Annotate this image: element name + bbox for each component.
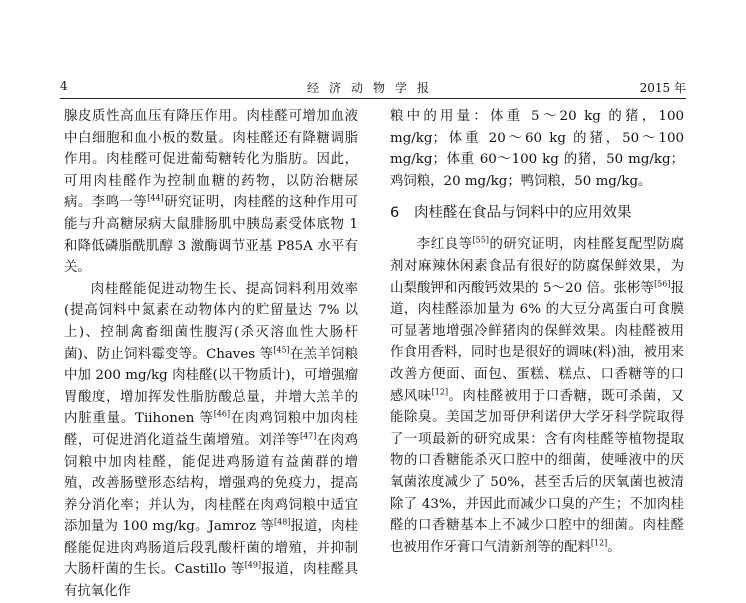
journal-title: 经济动物学报 [306, 81, 439, 95]
text-run: 报道，肉桂醛添加量为 6% 的大豆分离蛋白可食膜可显著地增强冷鲜猪肉的保鲜效果。肉桂醛被用作食用香料，同时也是很好的调味(料)油，被用来改善方便面、面包、蛋糕、糕点、口香糖等的口感风味 [390, 280, 684, 404]
header-rule [60, 98, 686, 99]
right-paragraph-2 [390, 234, 684, 558]
page-header [60, 79, 686, 97]
citation: [49] [244, 561, 262, 570]
citation: [12] [431, 387, 449, 397]
citation: [44] [147, 193, 164, 203]
text-run: 报道，肉桂醛具有抗氧化作 [64, 562, 359, 600]
text-run: 研究证明，肉桂醛的这种作用可能与升高糖尿病大鼠腓肠肌中胰岛素受体底物 1 和降低磷脂酰肌醇 3 激酶调节亚基 P85A 水平有关。 [64, 195, 359, 276]
section-title: 肉桂醛在食品与饲料中的应用效果 [414, 205, 632, 222]
left-column [64, 106, 359, 600]
left-paragraph-2 [64, 279, 358, 603]
text-run: 的研究证明，肉桂醛复配型防腐剂对麻辣休闲素食品有很好的防腐保鲜效果，为山梨酸钾和丙酸钙效果的 5～20 倍。张彬等 [390, 237, 685, 296]
citation: [48] [273, 517, 291, 527]
citation: [47] [299, 431, 317, 441]
citation: [45] [273, 345, 290, 355]
right-column [390, 106, 685, 555]
citation: [55] [472, 235, 489, 245]
text-run: 。 [607, 539, 621, 555]
text-run: 李红良等 [416, 237, 473, 253]
issue-year: 2015 年 [639, 81, 686, 95]
right-paragraph-1: 粮中的用量：体重 5～20 kg 的猪，100 mg/kg；体重 20～60 kg 的猪，50～100 mg/kg；体重 60～100 kg 的猪，50 mg/kg；鸡饲粮，20 mg/kg；鸭饲粮，50 mg/kg。 [390, 109, 684, 189]
citation: [46] [213, 409, 231, 419]
text-run: 在羔羊饲粮中加 200 mg/kg 肉桂醛(以干物质计)，可增强瘤胃酸度，增加挥发性脂肪酸总量，并增大羔羊的内脏重量。Tiihonen 等 [64, 346, 359, 427]
left-paragraph-1 [64, 106, 358, 279]
citation: [56] [654, 279, 671, 289]
text-run: 肉桂醛能促进动物生长、提高饲料利用效率(提高饲料中氮素在动物体内的贮留量达 7% 以上)、控制禽畜细菌性腹泻(杀灭溶血性大肠杆菌)、防止饲料霉变等。Chaves 等 [64, 281, 358, 362]
section-heading [390, 202, 684, 224]
text-run: 在肉鸡饲粮中加肉桂醛，能促进鸡肠道有益菌群的增殖，改善肠壁形态结构，增强鸡的免疫力，提高养分消化率；并认为，肉桂醛在肉鸡饲粮中适宜添加量为 100 mg/kg。Jamroz 等 [64, 432, 359, 535]
citation: [12] [590, 538, 608, 548]
text-run: 。肉桂醛被用于口香糖，既可杀菌，又能除臭。美国芝加哥伊利诺伊大学牙科学院取得了一项最新的研究成果：含有肉桂醛等植物提取物的口香糖能杀灭口腔中的细菌，使唾液中的厌氧菌浓度减少了 50%，甚至舌后的厌氧菌也被清除了 43%，并因此而减少口臭的产生；不加肉桂醛的口香糖基本上不减少口腔中的细菌。肉桂醛也被用作牙膏口气清新剂等的配料 [390, 388, 685, 555]
text-run: 在肉鸡饲粮中加肉桂醛，可促进消化道益生菌增殖。刘洋等 [64, 411, 358, 448]
page-number: 4 [60, 79, 68, 93]
section-number: 6 [390, 205, 400, 222]
text-run: 报道，肉桂醛能促进肉鸡肠道后段乳酸杆菌的增殖，并抑制大肠杆菌的生长。Castillo 等 [64, 519, 358, 578]
text-run: 腺皮质性高血压有降压作用。肉桂醛可增加血液中白细胞和血小板的数量。肉桂醛还有降糖调脂作用。肉桂醛可促进葡萄糖转化为脂肪。因此，可用肉桂醛作为控制血糖的药物，以防治糖尿病。李鸣一等 [64, 109, 358, 211]
